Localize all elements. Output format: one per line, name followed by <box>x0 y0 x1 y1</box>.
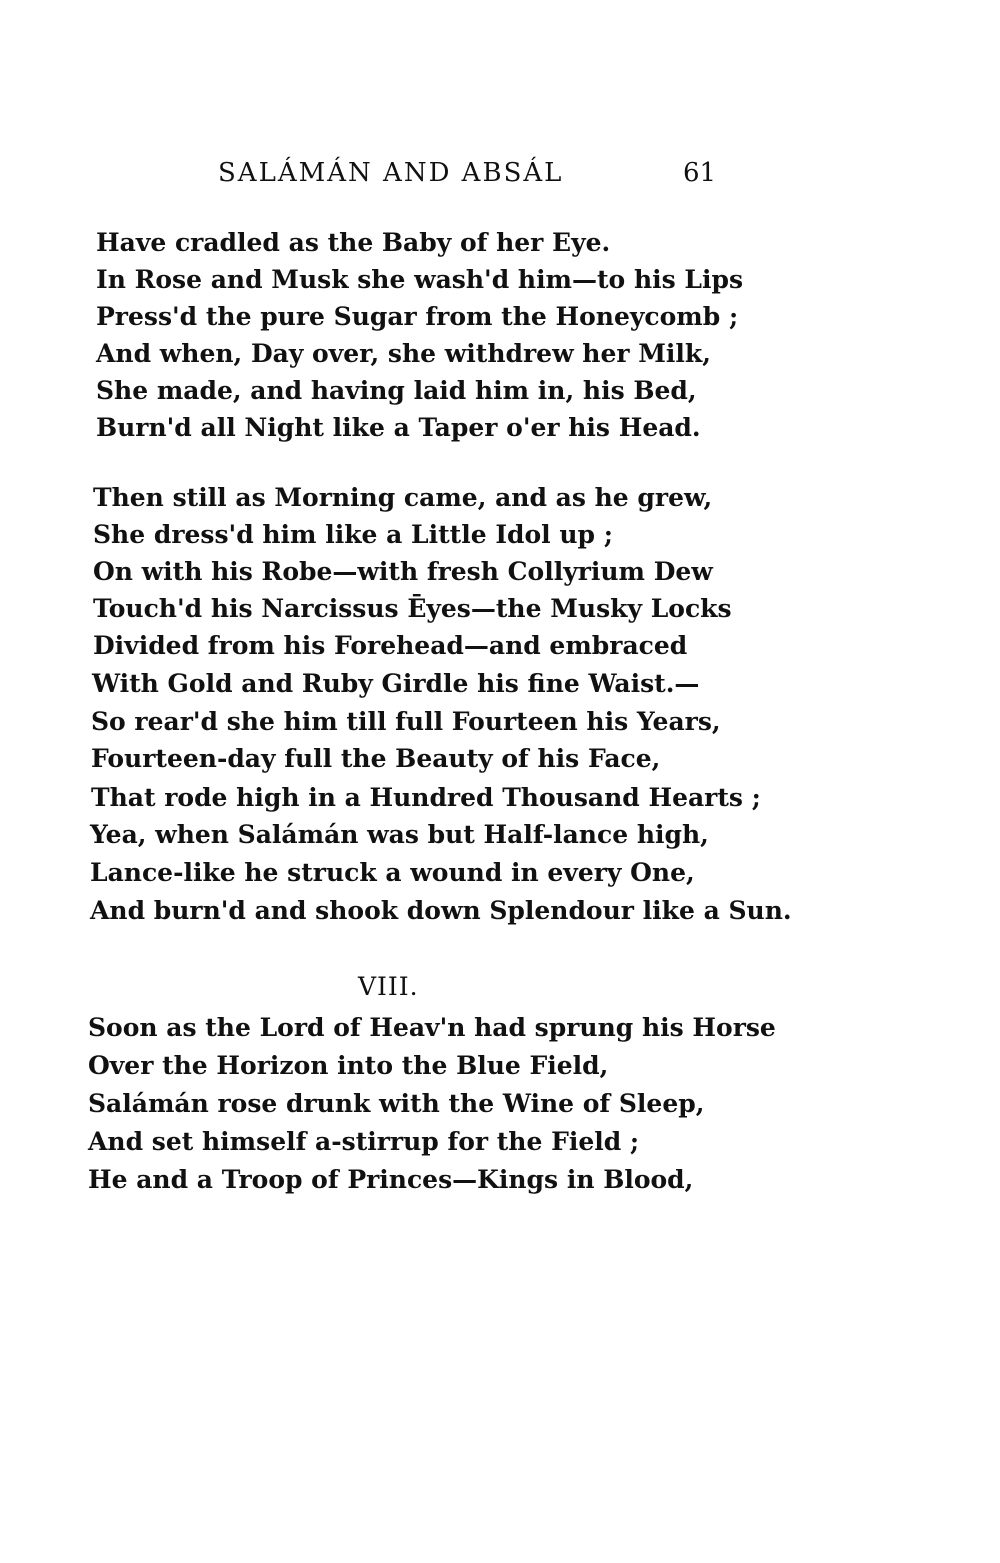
verse-line: Have cradled as the Baby of her Eye. <box>96 228 611 257</box>
verse-line: Press'd the pure Sugar from the Honeycomb ; <box>96 302 739 331</box>
verse-line: Touch'd his Narcissus Ēyes—the Musky Locks <box>93 594 732 623</box>
verse-line: She made, and having laid him in, his Bed, <box>96 376 697 405</box>
verse-line: She dress'd him like a Little Idol up ; <box>93 520 613 549</box>
verse-line: Salámán rose drunk with the Wine of Sleep, <box>88 1089 705 1118</box>
verse-line: And burn'd and shook down Splendour like a Sun. <box>90 896 792 925</box>
verse-line: Soon as the Lord of Heav'n had sprung his Horse <box>88 1013 776 1042</box>
verse-line: That rode high in a Hundred Thousand Hearts ; <box>91 783 761 812</box>
verse-line: Then still as Morning came, and as he grew, <box>93 483 713 512</box>
verse-line: With Gold and Ruby Girdle his fine Waist.— <box>92 669 700 698</box>
verse-line: And when, Day over, she withdrew her Milk, <box>96 339 711 368</box>
page-header <box>0 158 1000 198</box>
running-title: SALÁMÁN AND ABSÁL <box>218 158 564 188</box>
verse-line: Burn'd all Night like a Taper o'er his Head. <box>96 413 701 442</box>
verse-line: Divided from his Forehead—and embraced <box>93 631 688 660</box>
verse-line: In Rose and Musk she wash'd him—to his Lips <box>96 265 744 294</box>
verse-line: Over the Horizon into the Blue Field, <box>88 1051 609 1080</box>
verse-line: So rear'd she him till full Fourteen his Years, <box>91 707 721 736</box>
verse-line: Yea, when Salámán was but Half-lance high, <box>90 820 709 849</box>
verse-line: He and a Troop of Princes—Kings in Blood, <box>88 1165 694 1194</box>
verse-line: And set himself a-stirrup for the Field ; <box>88 1127 640 1156</box>
verse-line: On with his Robe—with fresh Collyrium Dew <box>93 557 713 586</box>
section-heading: VIII. <box>358 972 419 1001</box>
page-number: 61 <box>683 158 717 188</box>
verse-line: Fourteen-day full the Beauty of his Face, <box>91 744 661 773</box>
verse-line: Lance-like he struck a wound in every One, <box>90 858 695 887</box>
